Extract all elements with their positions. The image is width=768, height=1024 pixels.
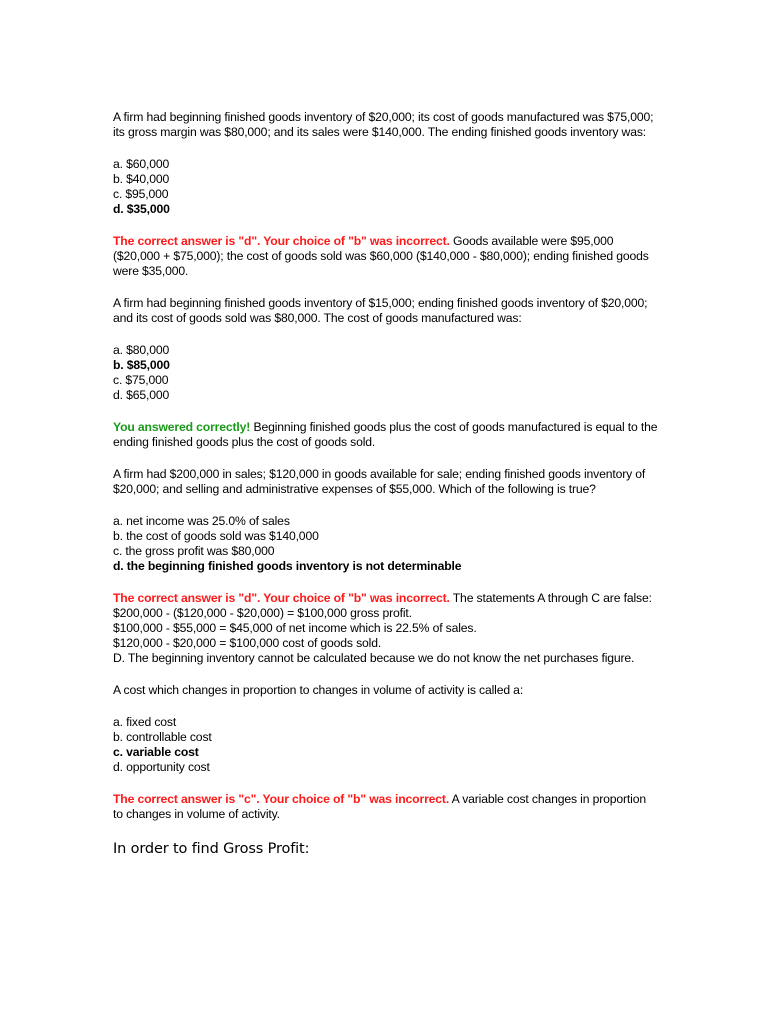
answer-option-a: a. net income was 25.0% of sales bbox=[113, 514, 290, 528]
explanation-line: $200,000 - ($120,000 - $20,000) = $100,000 gross profit. bbox=[113, 606, 412, 620]
verdict-incorrect: The correct answer is "d". Your choice of "b" was incorrect. bbox=[113, 591, 450, 605]
answer-option-c: c. the gross profit was $80,000 bbox=[113, 544, 275, 558]
explanation-line: D. The beginning inventory cannot be calculated because we do not know the net purchases figure. bbox=[113, 651, 635, 665]
answer-option-b-correct: b. $85,000 bbox=[113, 358, 170, 372]
answer-option-a: a. $60,000 bbox=[113, 157, 170, 171]
answer-option-b: b. $40,000 bbox=[113, 172, 170, 186]
answer-options bbox=[113, 514, 658, 574]
answer-options bbox=[113, 343, 658, 403]
explanation-line: $100,000 - $55,000 = $45,000 of net income which is 22.5% of sales. bbox=[113, 621, 477, 635]
answer-option-c-correct: c. variable cost bbox=[113, 745, 199, 759]
answer-option-b: b. controllable cost bbox=[113, 730, 212, 744]
verdict-incorrect: The correct answer is "c". Your choice of "b" was incorrect. bbox=[113, 792, 450, 806]
quiz-item-2 bbox=[113, 296, 658, 450]
explanation-text: The statements A through C are false: bbox=[452, 591, 652, 605]
answer-option-a: a. fixed cost bbox=[113, 715, 177, 729]
answer-option-c: c. $95,000 bbox=[113, 187, 169, 201]
feedback bbox=[113, 234, 658, 279]
answer-option-d-correct: d. $35,000 bbox=[113, 202, 170, 216]
question-text: A firm had $200,000 in sales; $120,000 in goods available for sale; ending finished goods inventory of $20,000; and selling and administrative expenses of $55,000. Which of the following is true? bbox=[113, 467, 646, 496]
answer-options bbox=[113, 157, 658, 217]
explanation-text: Beginning finished goods plus the cost of goods manufactured is equal to the ending finished goods plus the cost of goods sold. bbox=[113, 420, 658, 449]
explanation-text: Goods available were $95,000 ($20,000 + $75,000); the cost of goods sold was $60,000 ($140,000 - $80,000); ending finished goods were $35,000. bbox=[113, 234, 649, 278]
answer-option-d: d. opportunity cost bbox=[113, 760, 210, 774]
feedback bbox=[113, 420, 658, 450]
explanation-text: A variable cost changes in proportion to changes in volume of activity. bbox=[113, 792, 646, 821]
answer-option-d: d. $65,000 bbox=[113, 388, 170, 402]
quiz-item-1 bbox=[113, 110, 658, 279]
feedback bbox=[113, 591, 658, 666]
answer-option-c: c. $75,000 bbox=[113, 373, 169, 387]
quiz-document bbox=[113, 110, 658, 859]
answer-option-a: a. $80,000 bbox=[113, 343, 170, 357]
question-text: A firm had beginning finished goods inventory of $15,000; ending finished goods inventory of $20,000; and its cost of goods sold was $80,000. The cost of goods manufactured was: bbox=[113, 296, 648, 325]
quiz-item-3 bbox=[113, 467, 658, 666]
question-text: A cost which changes in proportion to changes in volume of activity is called a: bbox=[113, 683, 524, 697]
verdict-incorrect: The correct answer is "d". Your choice of "b" was incorrect. bbox=[113, 234, 450, 248]
answer-option-b: b. the cost of goods sold was $140,000 bbox=[113, 529, 319, 543]
verdict-correct: You answered correctly! bbox=[113, 420, 251, 434]
quiz-item-4 bbox=[113, 683, 658, 822]
explanation-line: $120,000 - $20,000 = $100,000 cost of goods sold. bbox=[113, 636, 382, 650]
section-heading: In order to find Gross Profit: bbox=[113, 841, 310, 857]
question-text: A firm had beginning finished goods inventory of $20,000; its cost of goods manufactured was $75,000; its gross margin was $80,000; and its sales were $140,000. The ending finished goods inventory was: bbox=[113, 110, 654, 139]
answer-options bbox=[113, 715, 658, 775]
feedback bbox=[113, 792, 658, 822]
answer-option-d-correct: d. the beginning finished goods inventory is not determinable bbox=[113, 559, 462, 573]
